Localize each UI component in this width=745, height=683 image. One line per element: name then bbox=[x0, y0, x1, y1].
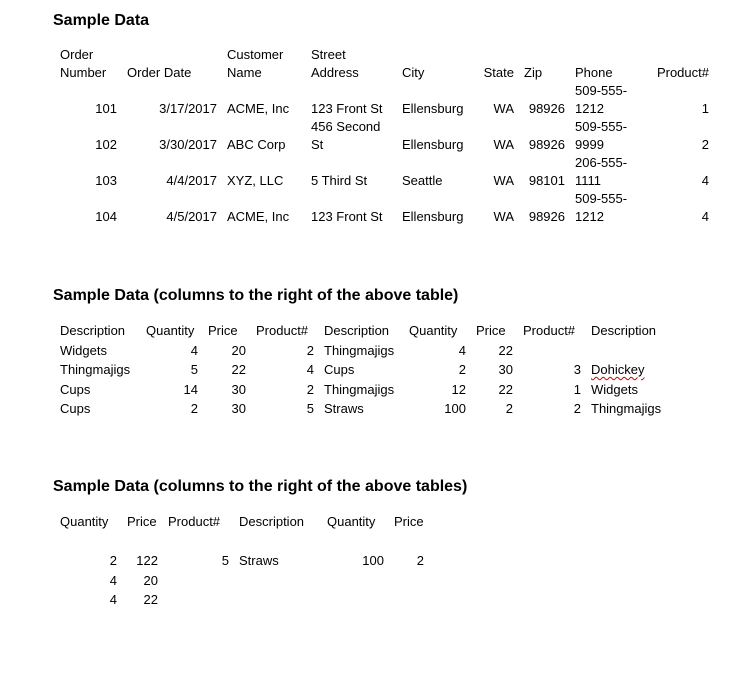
table-cell bbox=[222, 154, 306, 172]
table-cell bbox=[519, 82, 570, 100]
table-cell: ACME, Inc bbox=[227, 209, 290, 224]
header-cell: Order bbox=[60, 47, 94, 62]
table-cell: 4 bbox=[306, 362, 314, 377]
table-cell: 5 bbox=[190, 362, 198, 377]
table-cell bbox=[122, 82, 222, 100]
table-cell: 14 bbox=[183, 381, 198, 397]
table-cell: 1111 bbox=[575, 173, 602, 188]
header-cell: Description bbox=[591, 323, 657, 338]
table-cell: 4 bbox=[701, 173, 709, 188]
table-cell bbox=[322, 590, 389, 610]
table-cell: 2 bbox=[505, 401, 513, 416]
header-cell bbox=[122, 46, 222, 64]
table-cell bbox=[397, 154, 473, 172]
table-cell: Thingmajigs bbox=[60, 362, 131, 377]
header-cell: Product# bbox=[523, 323, 576, 338]
table-row bbox=[55, 190, 714, 208]
table-cell: 123 Front St bbox=[311, 101, 383, 116]
table-cell: 3/17/2017 bbox=[159, 101, 217, 116]
table-cell bbox=[122, 532, 163, 552]
table-row bbox=[55, 551, 429, 571]
table-cell bbox=[122, 118, 222, 136]
table-cell: 20 bbox=[143, 572, 158, 588]
table-cell: Thingmajigs bbox=[324, 381, 395, 397]
table-cell: 2 bbox=[109, 553, 117, 568]
table-row-cont bbox=[55, 172, 714, 190]
table-cell bbox=[122, 154, 222, 172]
table-cell: 4 bbox=[109, 572, 117, 588]
table-cell bbox=[473, 154, 519, 172]
table-cell bbox=[55, 118, 122, 136]
table-cell: 2 bbox=[573, 401, 581, 416]
table-cell: 9999 bbox=[575, 137, 604, 152]
header-cell: Quantity bbox=[327, 514, 376, 529]
table-cell bbox=[637, 154, 714, 172]
table-row bbox=[55, 154, 714, 172]
table-cell bbox=[519, 154, 570, 172]
section3-title: Sample Data (columns to the right of the above tables) bbox=[53, 478, 468, 495]
header-cell: Quantity bbox=[60, 514, 109, 529]
table-cell bbox=[637, 118, 714, 136]
table-cell bbox=[222, 118, 306, 136]
table-row bbox=[55, 399, 676, 419]
header-cell bbox=[637, 46, 714, 64]
table-cell: 3 bbox=[573, 362, 581, 377]
header-cell: Product# bbox=[656, 65, 709, 80]
table-cell: XYZ, LLC bbox=[227, 173, 284, 188]
table-cell: 30 bbox=[498, 362, 513, 377]
header-cell bbox=[570, 46, 637, 64]
header-cell: Zip bbox=[524, 65, 543, 80]
table-cell: WA bbox=[493, 209, 514, 224]
table-cell: 4 bbox=[109, 592, 117, 607]
table-row bbox=[55, 82, 714, 100]
table-cell: 12 bbox=[451, 381, 466, 397]
table-cell: 103 bbox=[95, 173, 117, 188]
orders-table bbox=[55, 46, 714, 226]
table-cell bbox=[306, 154, 397, 172]
table-cell: 2 bbox=[306, 342, 314, 358]
table-cell bbox=[389, 532, 429, 552]
table-cell bbox=[637, 190, 714, 208]
table-cell: 30 bbox=[231, 381, 246, 397]
table-cell bbox=[389, 590, 429, 610]
table-cell bbox=[519, 190, 570, 208]
table-cell bbox=[222, 190, 306, 208]
table-cell bbox=[222, 82, 306, 100]
table-cell: 5 bbox=[221, 553, 229, 568]
table-cell: 456 Second bbox=[311, 119, 381, 134]
header-row-bottom bbox=[55, 64, 714, 82]
table-cell: 102 bbox=[95, 137, 117, 152]
header-cell: Price bbox=[127, 514, 157, 529]
table-cell bbox=[397, 118, 473, 136]
header-cell: Quantity bbox=[409, 323, 458, 338]
table-cell: 4/5/2017 bbox=[166, 209, 217, 224]
header-cell: Product# bbox=[256, 323, 309, 338]
header-cell: Number bbox=[60, 65, 107, 80]
table-cell: 98101 bbox=[528, 173, 565, 188]
table-cell bbox=[389, 571, 429, 591]
header-cell: Price bbox=[208, 323, 238, 338]
table-cell: 1 bbox=[701, 101, 709, 116]
table-cell: Straws bbox=[239, 553, 279, 568]
header-cell bbox=[519, 46, 570, 64]
table-cell bbox=[55, 154, 122, 172]
table-cell: 20 bbox=[231, 342, 246, 358]
table-cell: 4 bbox=[701, 209, 709, 224]
header-row bbox=[55, 321, 676, 341]
table-cell: 104 bbox=[95, 209, 117, 224]
table-cell bbox=[322, 571, 389, 591]
table-cell: Seattle bbox=[402, 173, 443, 188]
table-cell: St bbox=[311, 137, 324, 152]
extra-columns-table bbox=[55, 512, 429, 610]
table-cell bbox=[322, 532, 389, 552]
table-cell bbox=[163, 571, 234, 591]
header-cell: Description bbox=[324, 323, 390, 338]
table-cell: 98926 bbox=[528, 137, 565, 152]
table-cell bbox=[306, 82, 397, 100]
table-cell: 98926 bbox=[528, 209, 565, 224]
section2-title: Sample Data (columns to the right of the above table) bbox=[53, 287, 459, 304]
table-cell: 98926 bbox=[528, 101, 565, 116]
table-cell: 2 bbox=[306, 381, 314, 397]
table-cell: WA bbox=[493, 137, 514, 152]
table-cell: 3/30/2017 bbox=[159, 137, 217, 152]
header-cell: State bbox=[483, 65, 514, 80]
table-cell: 22 bbox=[498, 381, 513, 397]
header-cell bbox=[397, 46, 473, 64]
header-cell: Order Date bbox=[127, 65, 192, 80]
table-row-cont bbox=[55, 100, 714, 118]
table-cell bbox=[397, 82, 473, 100]
table-cell: 1212 bbox=[575, 101, 604, 116]
header-cell: Quantity bbox=[146, 323, 195, 338]
table-cell: 206-555- bbox=[575, 155, 628, 170]
table-cell: Ellensburg bbox=[402, 101, 464, 116]
table-cell: ABC Corp bbox=[227, 137, 286, 152]
table-cell bbox=[306, 190, 397, 208]
table-cell: WA bbox=[493, 173, 514, 188]
table-cell: 101 bbox=[95, 101, 117, 116]
table-row bbox=[55, 118, 714, 136]
table-cell bbox=[234, 590, 322, 610]
table-cell: 22 bbox=[143, 592, 158, 607]
table-row-cont bbox=[55, 136, 714, 154]
table-cell: 1 bbox=[573, 381, 581, 397]
header-cell: Customer bbox=[227, 47, 284, 62]
table-cell: 4 bbox=[458, 342, 466, 358]
table-cell: Widgets bbox=[60, 342, 107, 358]
header-cell: Street bbox=[311, 47, 346, 62]
table-row-cont bbox=[55, 208, 714, 226]
table-cell bbox=[55, 190, 122, 208]
table-cell: 509-555- bbox=[575, 83, 628, 98]
table-cell: 22 bbox=[231, 362, 246, 377]
table-cell bbox=[122, 190, 222, 208]
products-table bbox=[55, 321, 676, 419]
header-row bbox=[55, 512, 429, 532]
table-row bbox=[55, 341, 676, 361]
table-cell: 100 bbox=[444, 401, 466, 416]
table-cell bbox=[473, 190, 519, 208]
header-cell: Phone bbox=[575, 65, 613, 80]
table-cell bbox=[234, 532, 322, 552]
table-cell: 5 bbox=[306, 401, 314, 416]
table-cell bbox=[473, 82, 519, 100]
header-cell: City bbox=[402, 65, 425, 80]
table-cell: 509-555- bbox=[575, 191, 628, 206]
table-cell: 123 Front St bbox=[311, 209, 383, 224]
table-row bbox=[55, 360, 676, 380]
table-cell bbox=[397, 190, 473, 208]
table-cell: 122 bbox=[136, 553, 158, 568]
table-row bbox=[55, 571, 429, 591]
table-cell: 509-555- bbox=[575, 119, 628, 134]
table-cell: 4/4/2017 bbox=[166, 173, 217, 188]
header-cell: Product# bbox=[168, 514, 221, 529]
table-cell: Ellensburg bbox=[402, 209, 464, 224]
table-cell bbox=[637, 82, 714, 100]
table-cell: 2 bbox=[701, 137, 709, 152]
table-cell: 30 bbox=[231, 401, 246, 416]
table-cell: Widgets bbox=[591, 381, 638, 397]
table-row bbox=[55, 532, 429, 552]
header-row-top bbox=[55, 46, 714, 64]
header-cell: Price bbox=[394, 514, 424, 529]
table-cell: 100 bbox=[362, 553, 384, 568]
table-row bbox=[55, 590, 429, 610]
table-cell: Cups bbox=[60, 401, 91, 416]
table-cell bbox=[163, 532, 234, 552]
header-cell: Description bbox=[60, 323, 126, 338]
table-cell bbox=[163, 590, 234, 610]
table-cell bbox=[55, 532, 122, 552]
spellcheck-word: Dohickey bbox=[591, 362, 645, 377]
table-cell: 22 bbox=[498, 342, 513, 358]
table-cell: 4 bbox=[190, 342, 198, 358]
section1-title: Sample Data bbox=[53, 12, 150, 29]
table-cell bbox=[473, 118, 519, 136]
table-cell: Cups bbox=[60, 381, 91, 397]
table-cell: Straws bbox=[324, 401, 364, 416]
table-cell: Ellensburg bbox=[402, 137, 464, 152]
table-cell: 1212 bbox=[575, 209, 604, 224]
table-cell bbox=[234, 571, 322, 591]
table-cell: WA bbox=[493, 101, 514, 116]
header-cell: Name bbox=[227, 65, 262, 80]
header-cell bbox=[473, 46, 519, 64]
table-cell: ACME, Inc bbox=[227, 101, 290, 116]
table-cell bbox=[586, 341, 676, 361]
table-cell: 2 bbox=[458, 362, 466, 377]
header-cell: Price bbox=[476, 323, 506, 338]
header-cell: Description bbox=[239, 514, 305, 529]
table-cell bbox=[586, 360, 676, 380]
table-cell: 2 bbox=[416, 553, 424, 568]
table-row bbox=[55, 380, 676, 400]
table-cell bbox=[519, 118, 570, 136]
table-cell bbox=[518, 341, 586, 361]
table-cell: Thingmajigs bbox=[591, 401, 662, 416]
table-cell: 2 bbox=[190, 401, 198, 416]
table-cell: Cups bbox=[324, 362, 355, 377]
table-cell bbox=[55, 82, 122, 100]
table-cell: 5 Third St bbox=[311, 173, 368, 188]
header-cell: Address bbox=[311, 65, 359, 80]
table-cell: Thingmajigs bbox=[324, 342, 395, 358]
